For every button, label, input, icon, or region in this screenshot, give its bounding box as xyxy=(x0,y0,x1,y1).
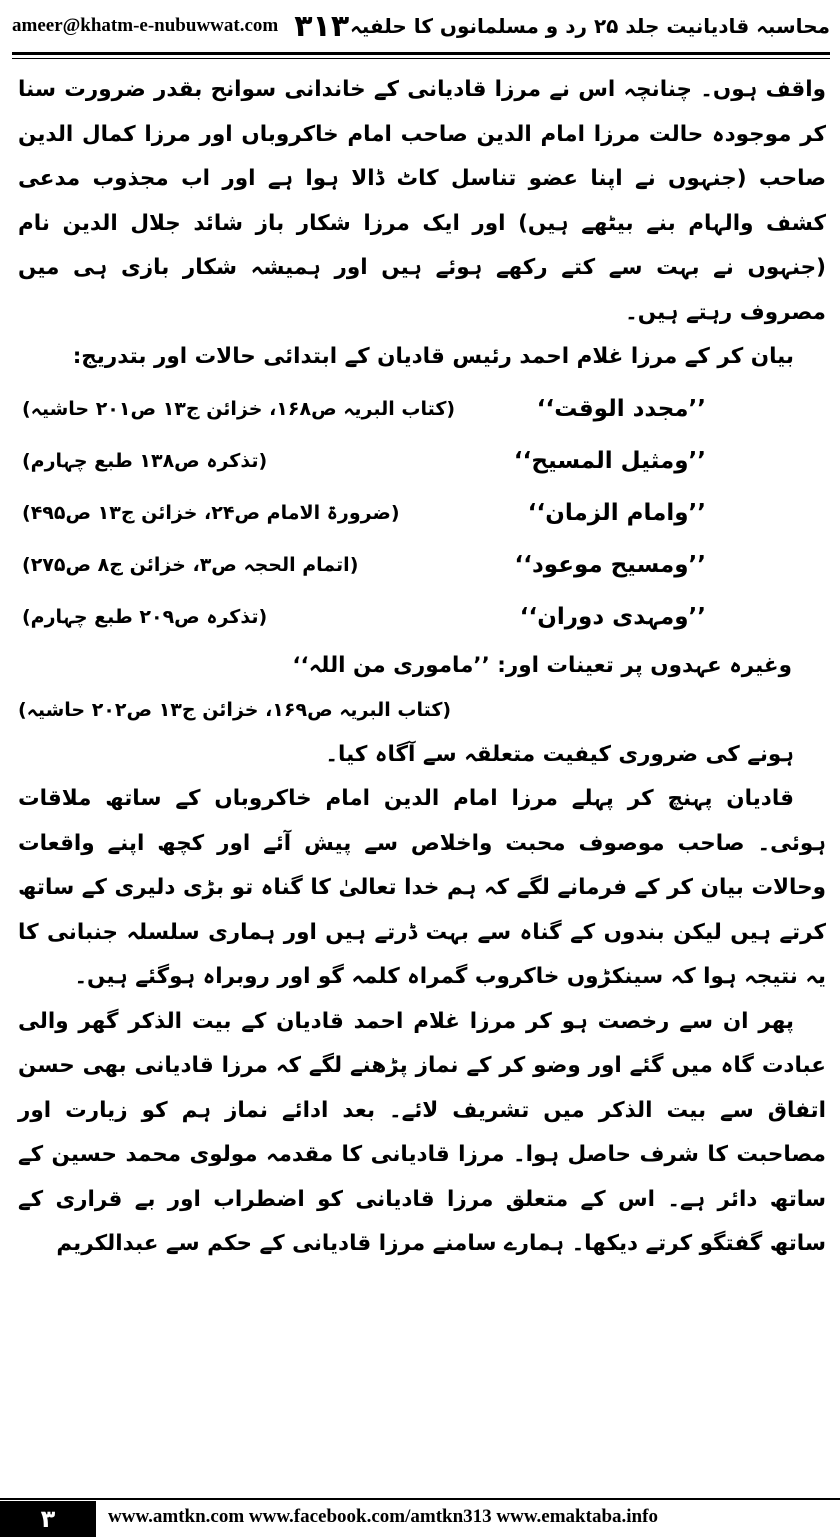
paragraph-top: واقف ہوں۔ چنانچہ اس نے مرزا قادیانی کے خاندانی سوانح بقدر ضرورت سنا کر موجودہ حالت مرزا امام الدین صاحب امام خاکروباں اور مرزا کمال الدین صاحب (جنہوں نے اپنا عضو تناسل کاٹ ڈالا ہوا ہے اور اب مجذوب مدعی کشف والہام بنے بیٹھے ہیں) اور ایک مرزا شکار باز شائد جلال الدین نام (جنہوں نے بہت سے کتے رکھے ہوئے ہیں اور ہمیشہ شکار بازی ہی میں مصروف رہتے ہیں۔ xyxy=(18,77,826,325)
header-page-number: ۳۱۳ xyxy=(294,8,350,44)
paragraph-end: پھر ان سے رخصت ہو کر مرزا غلام احمد قادیان کے بیت الذکر گھر والی عبادت گاہ میں گئے اور وضو کر کے نماز پڑھنے لگے کہ مرزا قادیانی بھی حسن اتفاق سے بیت الذکر میں تشریف لائے۔ بعد ادائے نماز ہم کو زیارت اور مصاحبت کا شرف حاصل ہوا۔ مرزا قادیانی کا مقدمہ مولوی محمد حسین کے ساتھ دائر ہے۔ اس کے متعلق مرزا قادیانی کو اضطراب اور بے قراری کے ساتھ گفتگو کرتے دیکھا۔ ہمارے سامنے مرزا قادیانی کے حکم سے عبدالکریم xyxy=(18,1008,826,1256)
page-body xyxy=(18,68,826,1267)
header-email[interactable]: ameer@khatm-e-nubuwwat.com xyxy=(12,15,279,36)
reference-item xyxy=(18,488,826,540)
header-book-title: محاسبہ قادیانیت جلد ۲۵ رد و مسلمانوں کا حلفیہ xyxy=(349,14,830,38)
footer-links[interactable]: www.amtkn.com www.facebook.com/amtkn313 www.emaktaba.info xyxy=(108,1506,658,1527)
footer-rule xyxy=(0,1498,840,1500)
reference-citation: (ضرورۃ الامام ص۲۴، خزائن ج۱۳ ص۴۹۵) xyxy=(22,502,400,525)
reference-citation: (تذکرہ ص۲۰۹ طبع چہارم) xyxy=(22,606,268,629)
reference-item xyxy=(18,592,826,644)
reference-title: ’’مجدد الوقت‘‘ xyxy=(536,396,706,423)
reference-item xyxy=(18,540,826,592)
paragraph-middle: قادیان پہنچ کر پہلے مرزا امام الدین امام خاکروباں کے ساتھ ملاقات ہوئی۔ صاحب موصوف محبت واخلاص سے پیش آئے اور کچھ اپنے واقعات وحالات بیان کر کے فرمانے لگے کہ ہم خدا تعالیٰ کا گناہ تو بڑی دلیری کے ساتھ کرتے ہیں لیکن بندوں کے گناہ سے بہت ڈرتے ہیں اور ہماری سلسلہ جنبانی کا یہ نتیجہ ہوا کہ سینکڑوں خاکروب گمراہ کلمہ گو اور روبراہ ہوگئے ہیں۔ xyxy=(18,786,826,989)
page-footer xyxy=(0,1498,840,1538)
footer-page-number: ۳ xyxy=(0,1501,96,1537)
tail-reference: (کتاب البریہ ص۱۶۹، خزائن ج۱۳ ص۲۰۲ حاشیہ) xyxy=(18,699,452,721)
header-left-group xyxy=(12,9,349,44)
reference-title: ’’ومثیل المسیح‘‘ xyxy=(513,448,706,475)
reference-citation: (اتمام الحجہ ص۳، خزائن ج۸ ص۲۷۵) xyxy=(22,554,359,577)
reference-citation: (کتاب البریہ ص۱۶۸، خزائن ج۱۳ ص۲۰۱ حاشیہ) xyxy=(22,398,456,421)
after-line: ہونے کی ضروری کیفیت متعلقہ سے آگاہ کیا۔ xyxy=(325,741,794,767)
reference-list xyxy=(18,384,826,644)
reference-citation: (تذکرہ ص۱۳۸ طبع چہارم) xyxy=(22,450,268,473)
reference-title: ’’وامام الزمان‘‘ xyxy=(527,500,706,527)
reference-title: ’’ومہدی دوران‘‘ xyxy=(519,604,706,631)
header-rule-thick xyxy=(12,52,830,55)
intro-line: بیان کر کے مرزا غلام احمد رئیس قادیان کے ابتدائی حالات اور بتدریج: xyxy=(72,344,794,369)
reference-item xyxy=(18,384,826,436)
reference-title: ’’ومسیح موعود‘‘ xyxy=(514,552,706,579)
reference-item xyxy=(18,436,826,488)
tail-line: وغیرہ عہدوں پر تعینات اور: ’’ماموری من اللہ‘‘ xyxy=(292,652,792,678)
page-header xyxy=(12,4,830,48)
header-rule-thin xyxy=(12,58,830,59)
